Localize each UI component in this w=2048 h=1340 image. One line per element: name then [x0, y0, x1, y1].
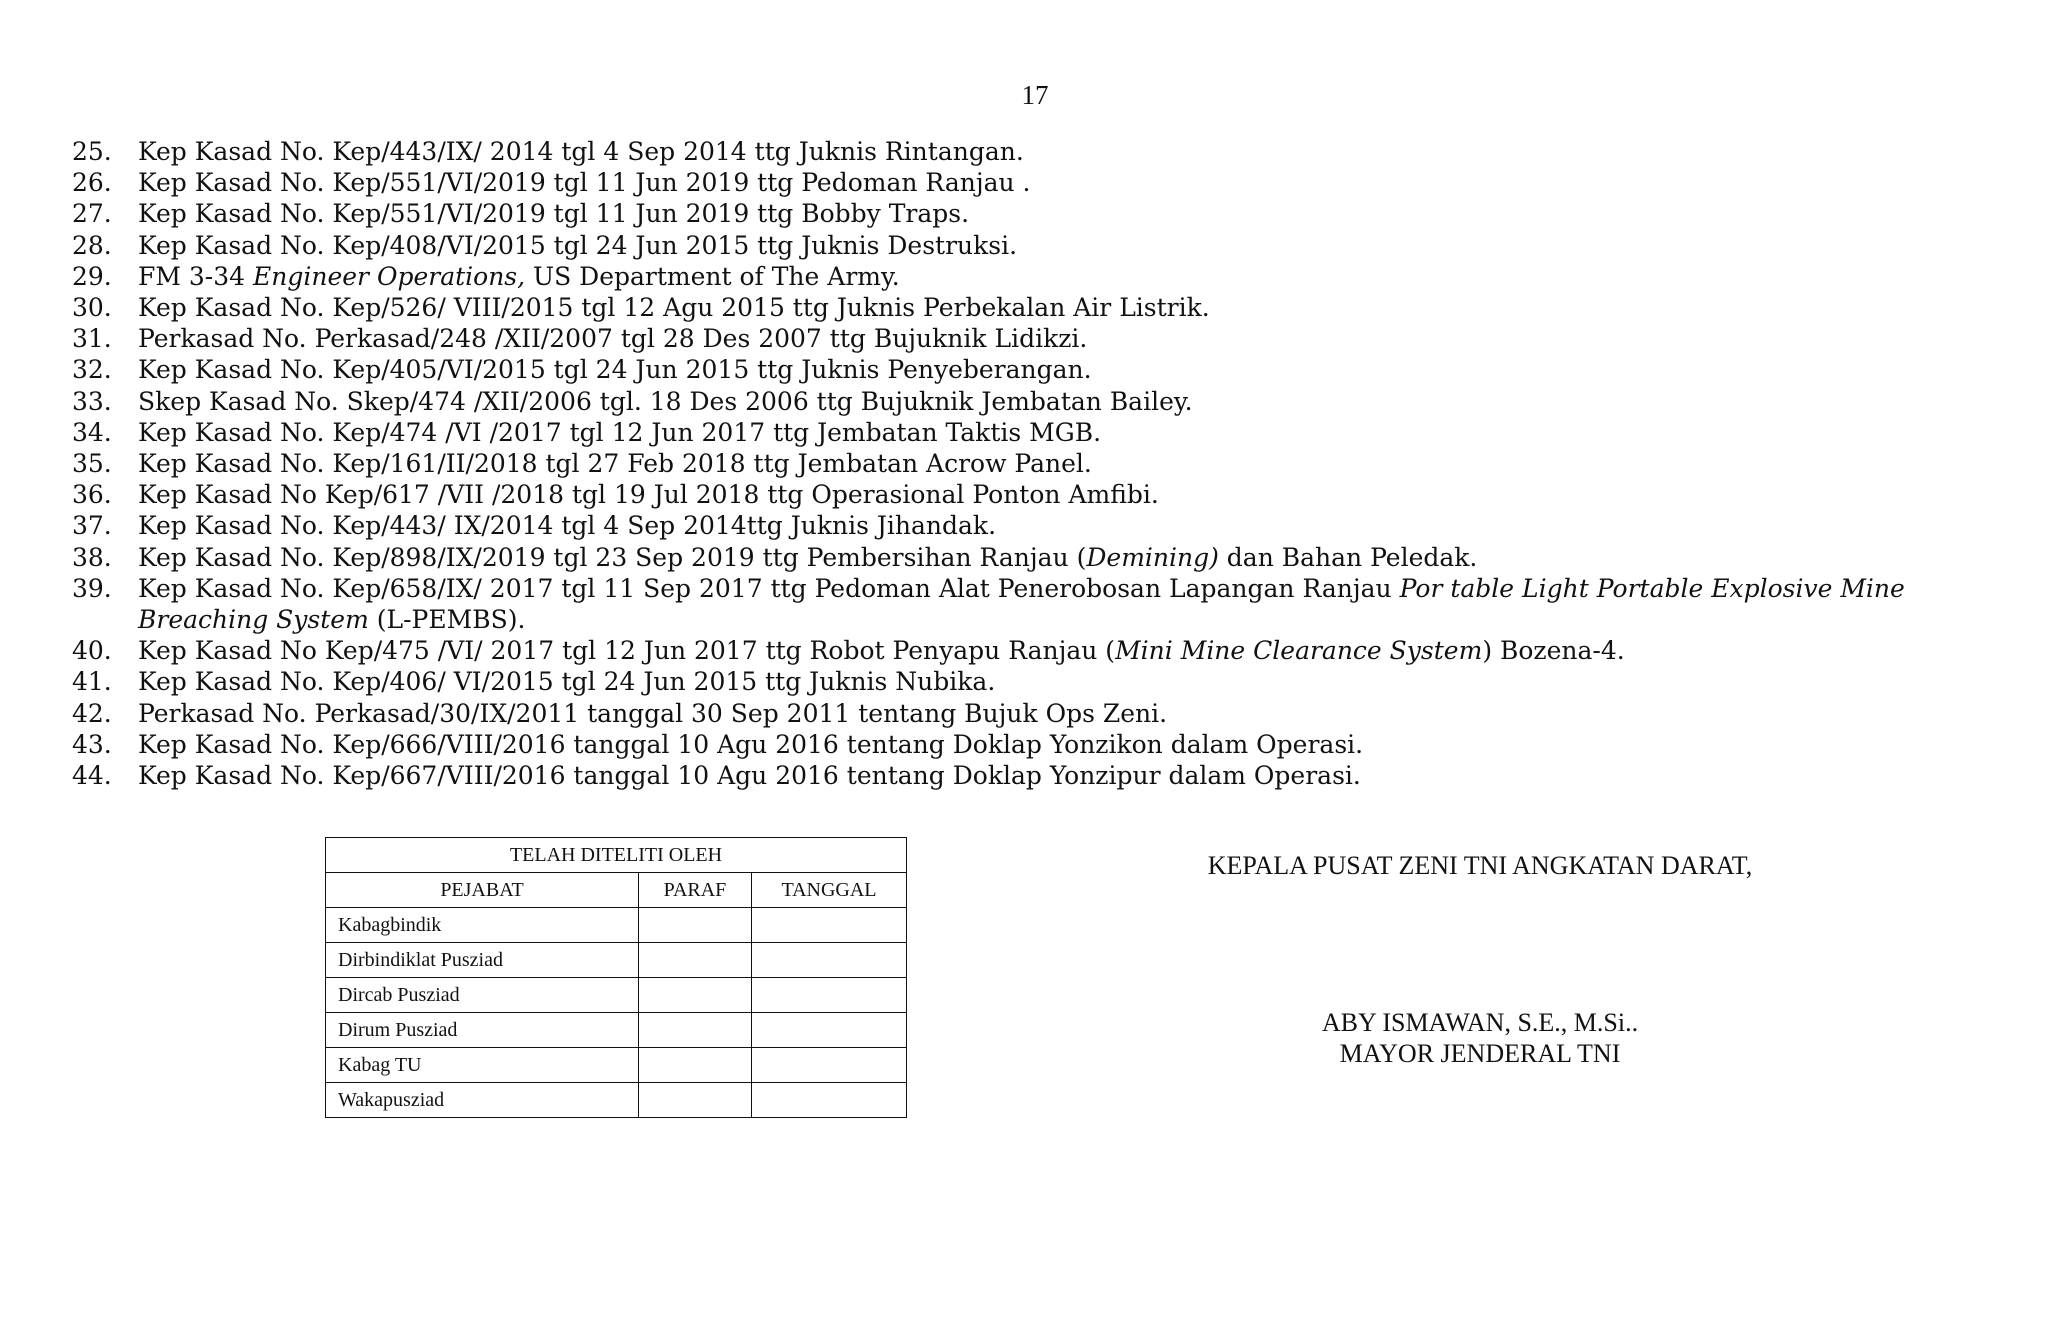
table-title-row [326, 838, 907, 873]
item-text: Kep Kasad No. Kep/667/VIII/2016 tanggal 10 Agu 2016 tentang Doklap Yonzipur dalam Operasi. [138, 761, 1361, 791]
reference-list [60, 136, 1980, 791]
signatory-office: KEPALA PUSAT ZENI TNI ANGKATAN DARAT, [1207, 851, 1753, 880]
item-text: Kep Kasad No Kep/475 /VI/ 2017 tgl 12 Jun 2017 ttg Robot Penyapu Ranjau (Mini Mine Clearance System) Bozena-4. [138, 636, 1625, 666]
item-text: Perkasad No. Perkasad/248 /XII/2007 tgl 28 Des 2007 ttg Bujuknik Lidikzi. [138, 324, 1088, 354]
item-number: 31. [72, 324, 112, 354]
table-row [326, 1013, 907, 1048]
paraf-cell [639, 1083, 752, 1118]
list-item [60, 261, 1980, 292]
item-number: 44. [72, 761, 112, 791]
item-number: 35. [72, 449, 112, 479]
official-cell: Dirum Pusziad [326, 1013, 639, 1048]
list-item [60, 760, 1980, 791]
item-number: 27. [72, 199, 112, 229]
item-text: Kep Kasad No. Kep/898/IX/2019 tgl 23 Sep 2019 ttg Pembersihan Ranjau (Demining) dan Bahan Peledak. [138, 542, 1478, 572]
table-title: TELAH DITELITI OLEH [326, 838, 907, 873]
list-item [60, 666, 1980, 697]
list-item [60, 136, 1980, 167]
item-text: Perkasad No. Perkasad/30/IX/2011 tanggal 30 Sep 2011 tentang Bujuk Ops Zeni. [138, 698, 1168, 728]
signatory-name: ABY ISMAWAN, S.E., M.Si.. [1321, 1008, 1639, 1037]
paraf-cell [639, 943, 752, 978]
item-number: 36. [72, 480, 112, 510]
item-text: Kep Kasad No. Kep/443/ IX/2014 tgl 4 Sep 2014ttg Juknis Jihandak. [138, 511, 997, 541]
item-number: 26. [72, 168, 112, 198]
item-number: 33. [72, 386, 112, 416]
list-item [60, 230, 1980, 261]
review-table [325, 837, 907, 1118]
official-cell: Kabagbindik [326, 908, 639, 943]
tanggal-cell [752, 1048, 907, 1083]
paraf-cell [639, 978, 752, 1013]
item-text: Kep Kasad No. Kep/551/VI/2019 tgl 11 Jun 2019 ttg Pedoman Ranjau . [138, 168, 1031, 198]
item-text: Kep Kasad No. Kep/666/VIII/2016 tanggal 10 Agu 2016 tentang Doklap Yonzikon dalam Operasi. [138, 729, 1364, 759]
list-item [60, 386, 1980, 417]
list-item [60, 635, 1980, 666]
item-text: Skep Kasad No. Skep/474 /XII/2006 tgl. 18 Des 2006 ttg Bujuknik Jembatan Bailey. [138, 386, 1193, 416]
item-number: 38. [72, 542, 112, 572]
list-item [60, 729, 1980, 760]
tanggal-cell [752, 1083, 907, 1118]
official-cell: Dirbindiklat Pusziad [326, 943, 639, 978]
tanggal-cell [752, 1013, 907, 1048]
item-number: 42. [72, 698, 112, 728]
item-text: Kep Kasad No. Kep/658/IX/ 2017 tgl 11 Sep 2017 ttg Pedoman Alat Penerobosan Lapangan Ranjau Por table Light Portable Explosive Mine Breaching System (L-PEMBS). [138, 573, 1905, 635]
paraf-cell [639, 908, 752, 943]
list-item [60, 323, 1980, 354]
list-item [60, 542, 1980, 573]
table-header-row [326, 873, 907, 908]
item-text: Kep Kasad No. Kep/526/ VIII/2015 tgl 12 Agu 2015 ttg Juknis Perbekalan Air Listrik. [138, 293, 1210, 323]
table-row [326, 978, 907, 1013]
item-text: Kep Kasad No. Kep/405/VI/2015 tgl 24 Jun 2015 ttg Juknis Penyeberangan. [138, 355, 1092, 385]
table-row [326, 1048, 907, 1083]
item-number: 37. [72, 511, 112, 541]
column-header-paraf: PARAF [639, 873, 752, 908]
item-text: Kep Kasad No. Kep/408/VI/2015 tgl 24 Jun 2015 ttg Juknis Destruksi. [138, 230, 1018, 260]
list-item [60, 698, 1980, 729]
item-number: 41. [72, 667, 112, 697]
item-text: FM 3-34 Engineer Operations, US Department of The Army. [138, 261, 900, 291]
item-text: Kep Kasad No. Kep/443/IX/ 2014 tgl 4 Sep 2014 ttg Juknis Rintangan. [138, 137, 1024, 166]
tanggal-cell [752, 908, 907, 943]
official-cell: Wakapusziad [326, 1083, 639, 1118]
item-number: 32. [72, 355, 112, 385]
list-item [60, 292, 1980, 323]
signatory-rank: MAYOR JENDERAL TNI [1339, 1039, 1621, 1068]
table-row [326, 943, 907, 978]
paraf-cell [639, 1013, 752, 1048]
official-cell: Kabag TU [326, 1048, 639, 1083]
item-number: 28. [72, 230, 112, 260]
list-item [60, 510, 1980, 541]
item-text: Kep Kasad No. Kep/161/II/2018 tgl 27 Feb 2018 ttg Jembatan Acrow Panel. [138, 449, 1092, 479]
list-item [60, 448, 1980, 479]
list-item [60, 479, 1980, 510]
item-text: Kep Kasad No. Kep/551/VI/2019 tgl 11 Jun 2019 ttg Bobby Traps. [138, 199, 970, 229]
page-number: 17 [1021, 80, 1049, 110]
list-item [60, 573, 1980, 635]
list-item [60, 198, 1980, 229]
item-text: Kep Kasad No. Kep/474 /VI /2017 tgl 12 Jun 2017 ttg Jembatan Taktis MGB. [138, 417, 1102, 447]
item-text: Kep Kasad No Kep/617 /VII /2018 tgl 19 Jul 2018 ttg Operasional Ponton Amfibi. [138, 480, 1159, 510]
item-number: 39. [72, 573, 112, 603]
item-number: 25. [72, 137, 112, 166]
table-row [326, 908, 907, 943]
tanggal-cell [752, 943, 907, 978]
item-number: 40. [72, 636, 112, 666]
list-item [60, 167, 1980, 198]
item-number: 29. [72, 261, 112, 291]
item-number: 43. [72, 729, 112, 759]
column-header-pejabat: PEJABAT [326, 873, 639, 908]
list-item [60, 354, 1980, 385]
list-item [60, 417, 1980, 448]
column-header-tanggal: TANGGAL [752, 873, 907, 908]
item-number: 30. [72, 293, 112, 323]
item-number: 34. [72, 417, 112, 447]
item-text: Kep Kasad No. Kep/406/ VI/2015 tgl 24 Jun 2015 ttg Juknis Nubika. [138, 667, 996, 697]
official-cell: Dircab Pusziad [326, 978, 639, 1013]
table-row [326, 1083, 907, 1118]
tanggal-cell [752, 978, 907, 1013]
paraf-cell [639, 1048, 752, 1083]
